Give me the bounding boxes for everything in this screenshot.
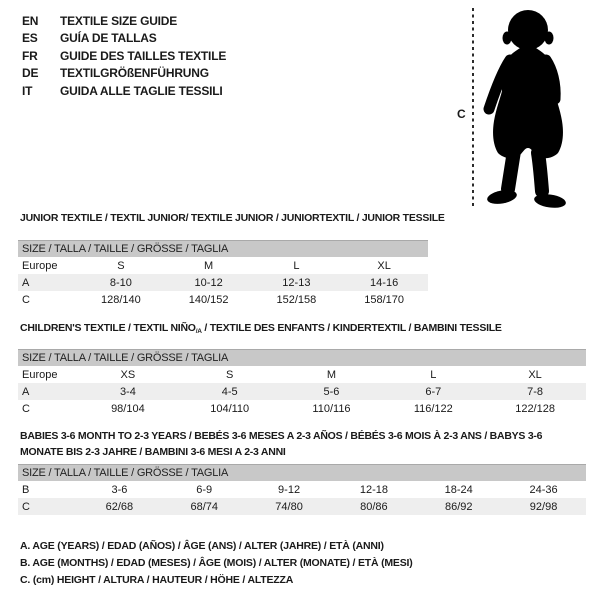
language-row (22, 47, 226, 65)
cell-value: XL (377, 259, 391, 272)
language-title: GUIDA ALLE TAGLIE TESSILI (60, 83, 223, 98)
title-part: JUNIOR TEXTILE / TEXTIL JUNIOR/ TEXTILE JUNIOR / JUNIORTEXTIL / JUNIOR TESSILE (20, 212, 445, 224)
cell-value: 68/74 (190, 500, 218, 513)
title-part: BABIES 3-6 MONTH TO 2-3 YEARS / BEBÉS 3-6 MESES A 2-3 AÑOS / BÉBÉS 3-6 MOIS À 2-3 ANS / BABYS 3-6 MONATE BIS 2-3 JAHRE / BAMBINI 3-6 MESI A 2-3 ANNI (20, 430, 543, 458)
cell-value: 12-18 (359, 483, 388, 496)
cell-value: 128/140 (100, 293, 141, 306)
cell-value: 158/170 (364, 293, 404, 306)
cell-value: M (326, 368, 337, 381)
cell-value: L (430, 368, 437, 381)
footnote-line: B. AGE (MONTHS) / EDAD (MESES) / ÂGE (MOIS) / ALTER (MONATE) / ETÀ (MESI) (20, 557, 413, 569)
babies-table-title (20, 428, 565, 460)
cell-value: L (293, 259, 300, 272)
language-code: DE (22, 66, 39, 81)
size-header-bar: SIZE / TALLA / TAILLE / GRÖSSE / TAGLIA (18, 240, 428, 257)
cell-value: 4-5 (221, 385, 238, 398)
footnote-line: C. (cm) HEIGHT / ALTURA / HAUTEUR / HÖHE / ALTEZZA (20, 574, 294, 586)
children-size-table (18, 349, 586, 417)
language-code: IT (22, 83, 33, 98)
junior-size-table (18, 240, 428, 308)
cell-value: 9-12 (278, 483, 301, 496)
language-code: ES (22, 31, 38, 46)
size-header-bar: SIZE / TALLA / TAILLE / GRÖSSE / TAGLIA (18, 349, 586, 366)
language-code: EN (22, 13, 39, 28)
cell-value: 140/152 (188, 293, 229, 306)
row-label: Europe (22, 259, 58, 272)
cell-value: 104/110 (210, 402, 250, 415)
row-label: C (22, 293, 30, 306)
cell-value: XS (120, 368, 136, 381)
row-label: B (22, 483, 30, 496)
row-label: C (22, 402, 30, 415)
language-title-list (22, 12, 226, 100)
cell-value: 5-6 (323, 385, 340, 398)
cell-value: 24-36 (529, 483, 558, 496)
baby-ear-left (503, 32, 512, 45)
cell-value: 98/104 (111, 402, 145, 415)
row-label: C (22, 500, 30, 513)
footnotes (20, 538, 413, 589)
language-row (22, 12, 226, 30)
height-measure-dashed-line (471, 7, 475, 208)
cell-value: 3-6 (111, 483, 128, 496)
cell-value: 92/98 (529, 500, 558, 513)
size-header-bar: SIZE / TALLA / TAILLE / GRÖSSE / TAGLIA (18, 464, 586, 481)
cell-value: 80/86 (360, 500, 388, 513)
footnote-line: A. AGE (YEARS) / EDAD (AÑOS) / ÂGE (ANS) / ALTER (JAHRE) / ETÀ (ANNI) (20, 540, 384, 552)
cell-value: 18-24 (444, 483, 473, 496)
baby-leg-left (508, 151, 514, 189)
cell-value: 86/92 (444, 500, 473, 513)
babies-size-table (18, 464, 586, 515)
cell-value: 14-16 (370, 276, 399, 289)
title-part: /A (195, 328, 202, 335)
cell-value: M (204, 259, 214, 272)
cell-value: 110/116 (312, 402, 351, 415)
children-textile-section (18, 322, 586, 417)
row-label: Europe (22, 368, 58, 381)
table-row (18, 400, 586, 417)
cell-value: 7-8 (527, 385, 544, 398)
table-row (18, 366, 586, 383)
cell-value: 122/128 (515, 402, 555, 415)
language-title: GUIDE DES TAILLES TEXTILE (60, 48, 227, 63)
language-title: GUÍA DE TALLAS (60, 31, 157, 46)
title-part: / TEXTILE DES ENFANTS / KINDERTEXTIL / BAMBINI TESSILE (201, 322, 502, 334)
cell-value: 6-9 (196, 483, 213, 496)
cell-value: XL (528, 368, 542, 381)
table-row (18, 291, 428, 308)
table-row (18, 498, 586, 515)
cell-value: 6-7 (425, 385, 442, 398)
table-row (18, 383, 586, 400)
baby-ear-right (545, 32, 554, 45)
height-measure-label: C (457, 107, 466, 121)
baby-head (508, 10, 548, 50)
cell-value: 12-13 (282, 276, 311, 289)
cell-value: S (117, 259, 125, 272)
cell-value: 8-10 (109, 276, 132, 289)
cell-value: 74/80 (275, 500, 303, 513)
language-code: FR (22, 48, 38, 63)
cell-value: 116/122 (413, 402, 453, 415)
language-row (22, 30, 226, 48)
table-row (18, 274, 428, 291)
language-row (22, 65, 226, 83)
cell-value: S (226, 368, 234, 381)
language-title: TEXTILGRÖßENFÜHRUNG (60, 66, 209, 81)
babies-textile-section (18, 428, 586, 515)
junior-table-title (20, 212, 445, 225)
language-row (22, 82, 226, 100)
children-table-title (20, 322, 586, 338)
junior-textile-section (18, 212, 445, 308)
table-row (18, 257, 428, 274)
title-part: CHILDREN'S TEXTILE / TEXTIL NIÑO (20, 322, 196, 334)
cell-value: 62/68 (105, 500, 134, 513)
cell-value: 10-12 (194, 276, 223, 289)
row-label: A (22, 385, 30, 398)
cell-value: 3-4 (119, 385, 136, 398)
toddler-silhouette-icon (478, 5, 580, 211)
cell-value: 152/158 (276, 293, 317, 306)
language-title: TEXTILE SIZE GUIDE (60, 13, 178, 28)
row-label: A (22, 276, 30, 289)
table-row (18, 481, 586, 498)
baby-leg-right (538, 153, 542, 191)
